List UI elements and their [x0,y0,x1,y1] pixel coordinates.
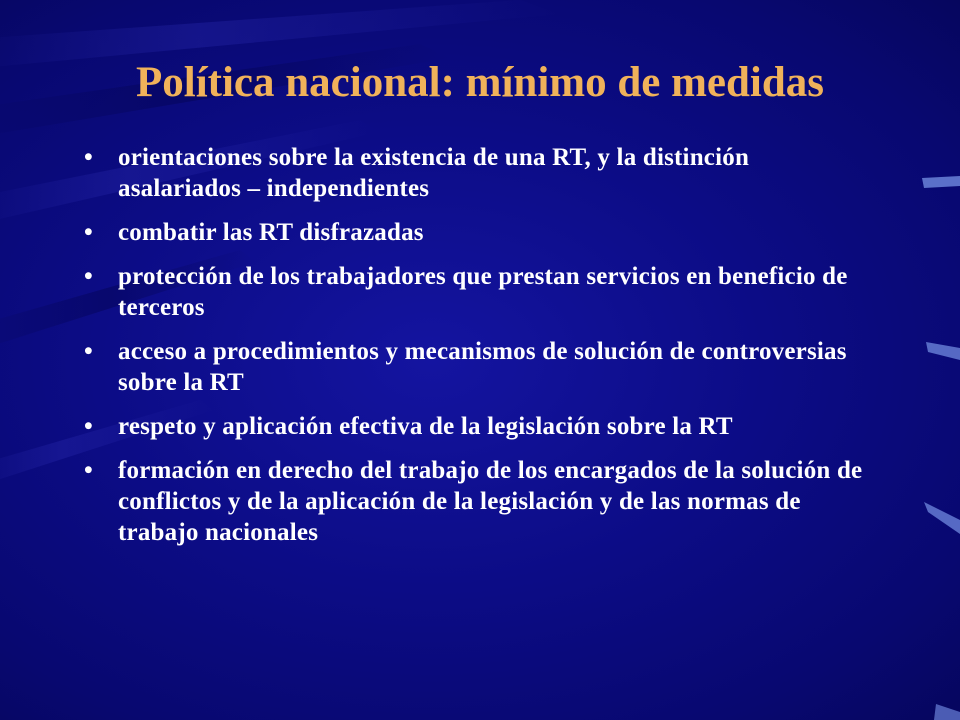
bullet-icon: • [84,413,93,440]
list-item [84,336,874,398]
list-item [84,217,874,248]
list-item [84,142,874,204]
bullet-icon: • [84,219,93,246]
bullet-text: protección de los trabajadores que prestan servicios en beneficio de terceros [118,263,848,321]
bullet-icon: • [84,263,93,290]
bullet-text: acceso a procedimientos y mecanismos de solución de controversias sobre la RT [118,338,847,396]
bullet-icon: • [84,457,93,484]
bullet-list [84,142,874,561]
bullet-icon: • [84,144,93,171]
slide-title: Política nacional: mínimo de medidas [136,59,824,106]
list-item [84,455,874,548]
bullet-icon: • [84,338,93,365]
list-item [84,261,874,323]
bullet-text: combatir las RT disfrazadas [118,219,424,246]
bullet-text: formación en derecho del trabajo de los encargados de la solución de conflictos y de la aplicación de la legislación y de las normas de trabajo nacionales [118,457,863,546]
list-item [84,411,874,442]
bullet-text: respeto y aplicación efectiva de la legislación sobre la RT [118,413,733,440]
bullet-text: orientaciones sobre la existencia de una RT, y la distinción asalariados – independientes [118,144,750,202]
